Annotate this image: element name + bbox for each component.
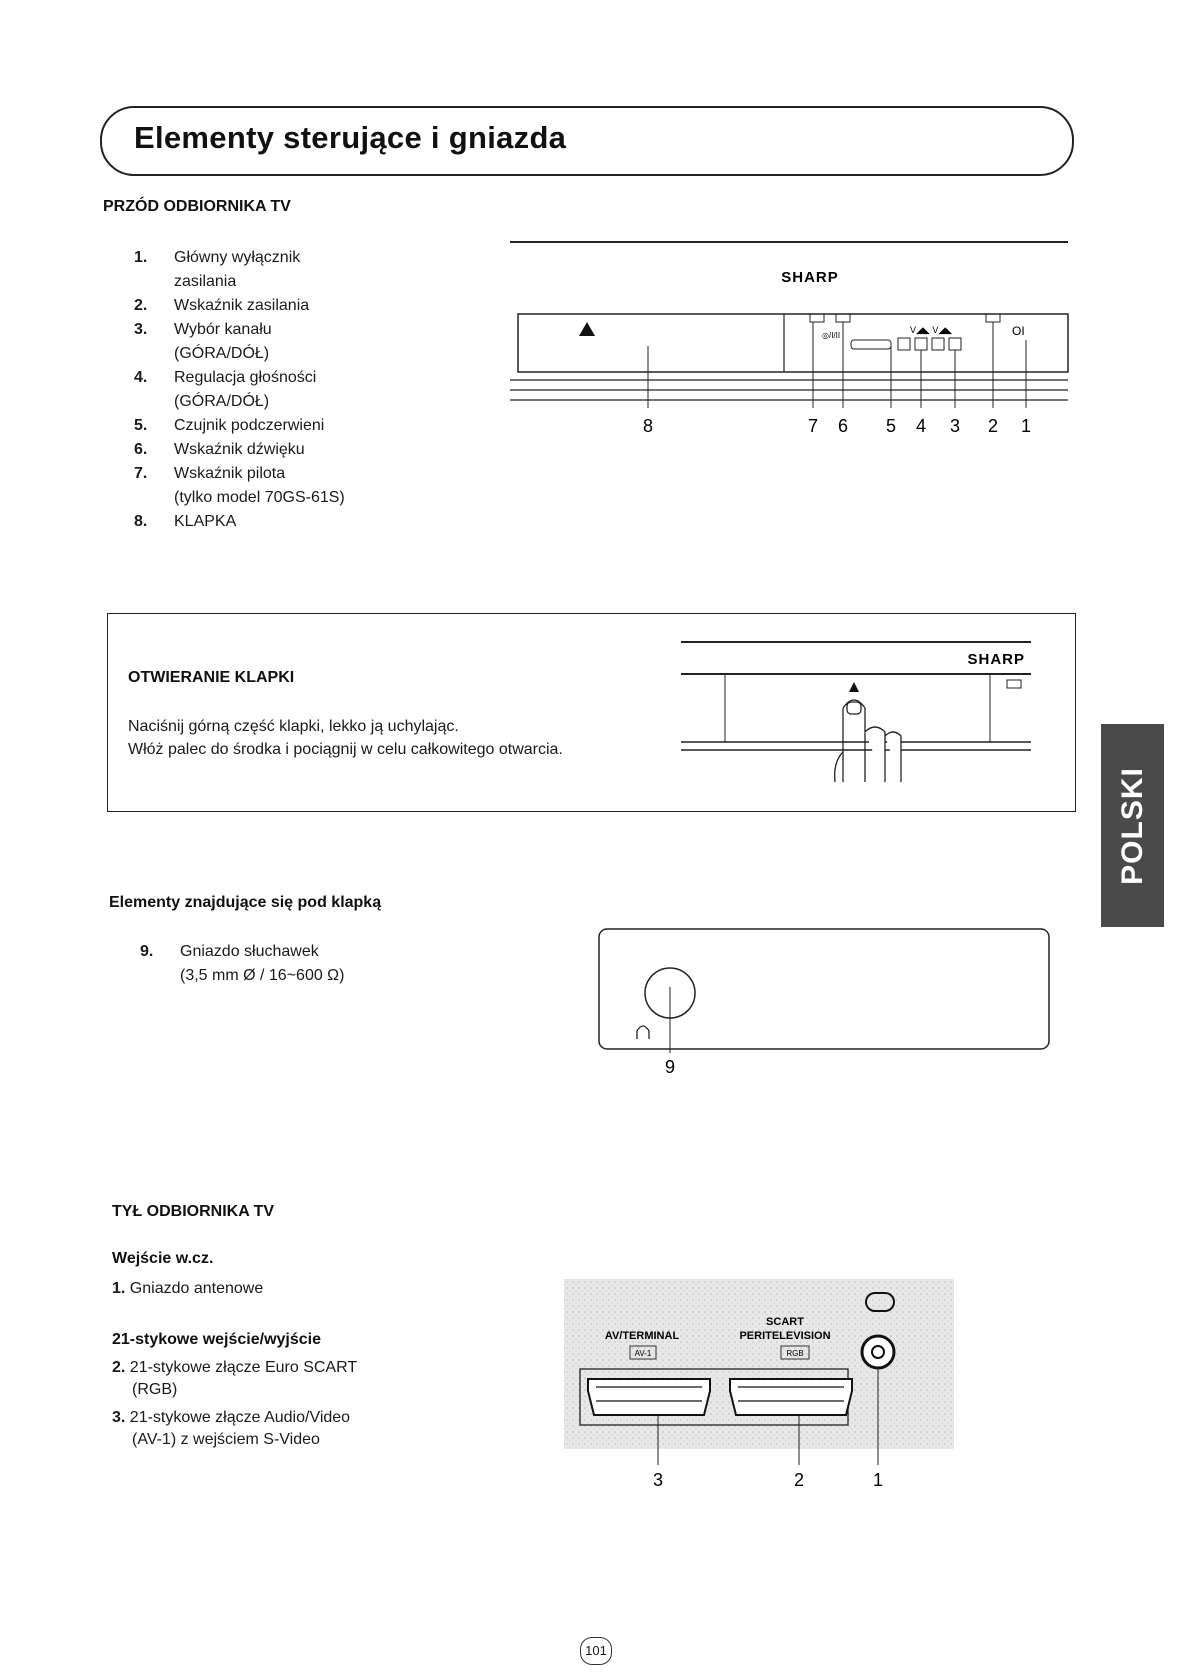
- item-number: 8.: [134, 513, 148, 530]
- item-text: KLAPKA: [174, 513, 237, 530]
- item-number: 5.: [134, 417, 148, 434]
- svg-text:OI: OI: [1012, 324, 1025, 338]
- item-text: Czujnik podczerwieni: [174, 417, 325, 434]
- back-heading: TYŁ ODBIORNIKA TV: [112, 1203, 275, 1220]
- headphones-icon: [637, 1026, 649, 1039]
- antenna-socket-icon: [862, 1336, 894, 1368]
- item-text: Wskaźnik zasilania: [174, 297, 310, 314]
- av-terminal-label: AV/TERMINAL: [604, 1330, 680, 1342]
- item-text: Wybór kanału (GÓRA/DÓŁ): [174, 321, 272, 362]
- item-number: 6.: [134, 441, 148, 458]
- callout-7: 7: [807, 416, 819, 436]
- scart-items-list: [112, 1357, 412, 1451]
- front-panel-diagram: [500, 230, 1080, 450]
- eject-arrow-icon: [579, 322, 595, 336]
- rf-heading: Wejście w.cz.: [112, 1250, 214, 1267]
- list-item: [134, 414, 324, 438]
- flap-diagram: [675, 632, 1070, 792]
- callout-6: 6: [837, 416, 849, 436]
- scart-heading: 21-stykowe wejście/wyjście: [112, 1331, 322, 1348]
- language-tab-label: POLSKI: [1115, 766, 1149, 885]
- item-number: 7.: [134, 465, 148, 482]
- svg-text:◎/I/II: ◎/I/II: [822, 331, 841, 340]
- list-item: [134, 438, 305, 462]
- list-item: [134, 462, 345, 510]
- list-item: [134, 366, 316, 414]
- rear-panel-diagram: [560, 1275, 960, 1495]
- item-number: 1.: [134, 249, 148, 266]
- callout-3: 3: [652, 1470, 664, 1490]
- page-number: 101: [580, 1637, 612, 1665]
- callout-3: 3: [949, 416, 961, 436]
- item-number: 4.: [134, 369, 148, 386]
- callout-9: 9: [664, 1057, 676, 1077]
- callout-5: 5: [885, 416, 897, 436]
- callout-1: 1: [1020, 416, 1032, 436]
- headphone-socket-diagram: [595, 925, 1055, 1085]
- item-text: Wskaźnik pilota (tylko model 70GS-61S): [174, 465, 345, 506]
- callout-1: 1: [872, 1470, 884, 1490]
- item-text: Wskaźnik dźwięku: [174, 441, 305, 458]
- callout-4: 4: [915, 416, 927, 436]
- item-text: Główny wyłącznik zasilania: [174, 249, 301, 290]
- under-flap-heading: Elementy znajdujące się pod klapką: [109, 894, 382, 911]
- rgb-badge: RGB: [786, 1349, 804, 1358]
- eject-arrow-icon: [849, 682, 859, 692]
- item-number: 2.: [134, 297, 148, 314]
- finger-icon: [835, 700, 901, 782]
- scart-rgb-connector-icon: [730, 1379, 852, 1415]
- peritelevision-label: PERITELEVISION: [739, 1330, 831, 1342]
- front-items-list: [134, 246, 394, 536]
- brand-logo: SHARP: [781, 269, 839, 286]
- page-title: Elementy sterujące i gniazda: [134, 120, 567, 155]
- callout-2: 2: [793, 1470, 805, 1490]
- item-text: Regulacja głośności (GÓRA/DÓŁ): [174, 369, 317, 410]
- front-heading: PRZÓD ODBIORNIKA TV: [103, 198, 291, 215]
- item-number: 3.: [134, 321, 148, 338]
- list-item: 3. 21-stykowe złącze Audio/Video (AV-1) z wejściem S-Video: [112, 1409, 351, 1448]
- item-number: 9.: [140, 943, 154, 960]
- list-item: [140, 940, 344, 988]
- flap-heading: OTWIERANIE KLAPKI: [128, 669, 295, 686]
- av-badge: AV-1: [634, 1349, 652, 1358]
- brand-logo: SHARP: [967, 651, 1025, 668]
- svg-text:V◢◣ V◢◣: V◢◣ V◢◣: [910, 325, 953, 335]
- list-item: [134, 294, 309, 318]
- list-item: 2. 21-stykowe złącze Euro SCART (RGB): [112, 1359, 358, 1398]
- item-text: Gniazdo antenowe: [129, 1280, 264, 1297]
- flap-line: Naciśnij górną część klapki, lekko ją uchylając.: [128, 718, 459, 735]
- list-item: [134, 318, 272, 366]
- language-tab: [1101, 724, 1164, 927]
- list-item: [112, 1278, 263, 1300]
- flap-instructions: [128, 715, 648, 761]
- callout-2: 2: [987, 416, 999, 436]
- list-item: [134, 510, 236, 534]
- item-number: 1.: [112, 1280, 126, 1297]
- callout-8: 8: [642, 416, 654, 436]
- scart-av1-connector-icon: [588, 1379, 710, 1415]
- item-text: Gniazdo słuchawek (3,5 mm Ø / 16~600 Ω): [180, 943, 345, 984]
- list-item: [134, 246, 300, 294]
- flap-line: Włóż palec do środka i pociągnij w celu całkowitego otwarcia.: [128, 741, 563, 758]
- scart-label-top: SCART: [766, 1316, 804, 1328]
